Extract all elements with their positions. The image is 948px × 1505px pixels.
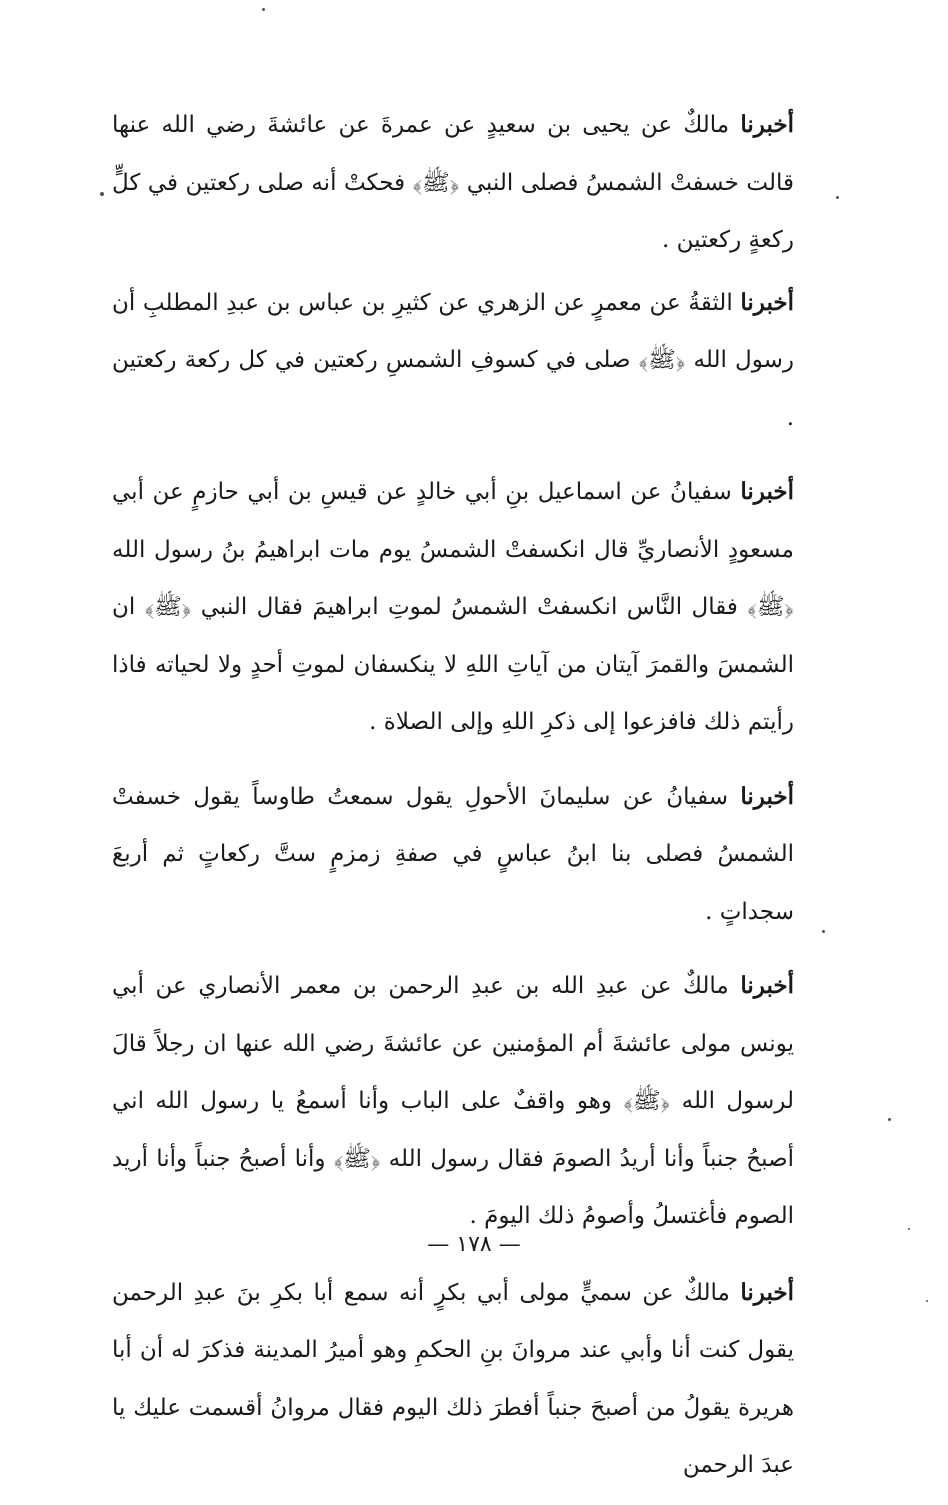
scan-speck [262,8,265,11]
hadith-paragraph-5 [112,957,794,1246]
paragraph-text: مالكٌ عن سميٍّ مولى أبي بكرٍ أنه سمع أبا بكرِ بنَ عبدِ الرحمن يقول كنت أنا وأبي عند مروانَ بنِ الحكمِ وهو أميرُ المدينة فذكرَ له أن أبا هريرة يقولُ من أصبحَ جنباً أفطرَ ذلك اليوم فقال مروانُ أقسمت عليك يا عبدَ الرحمن [112,1279,794,1478]
paragraph-lead: أخبرنا [740,972,794,999]
paragraph-text: مالكٌ عن يحيى بن سعيدٍ عن عمرةَ عن عائشةَ رضي الله عنها قالت خسفتْ الشمسُ فصلى النبي ﴿ﷺ﴾ فحكتْ أنه صلى ركعتين في كلٍّ ركعةٍ ركعتين . [112,112,794,253]
paragraph-text: سفيانُ عن اسماعيل بنِ أبي خالدٍ عن قيسِ بن أبي حازمٍ عن أبي مسعودٍ الأنصاريِّ قال انكسفتْ الشمسُ يوم مات ابراهيمُ بنُ رسول الله ﴿ﷺ﴾ فقال النَّاس انكسفتْ الشمسُ لموتِ ابراهيمَ فقال النبي ﴿ﷺ﴾ ان الشمسَ والقمرَ آيتان من آياتِ اللهِ لا ينكسفان لموتِ أحدٍ ولا لحياته فاذا رأيتم ذلك فافزعوا إلى ذكرِ اللهِ وإلى الصلاة . [112,479,794,735]
paragraph-text: الثقةُ عن معمرٍ عن الزهري عن كثيرِ بن عباس بن عبدِ المطلبِ أن رسول الله ﴿ﷺ﴾ صلى في كسوفِ الشمسِ ركعتين في كل ركعة ركعتين . [112,289,794,431]
hadith-paragraph-6 [112,1264,794,1495]
scan-speck [908,1228,910,1230]
scan-speck [100,192,104,196]
page-number: — ١٧٨ — [427,1232,521,1257]
paragraph-lead: أخبرنا [740,288,794,316]
paragraph-text: سفيانُ عن سليمانَ الأحولِ يقول سمعتُ طاوساً يقول خسفتْ الشمسُ فصلى بنا ابنُ عباسٍ في صفةِ زمزمٍ ستَّ ركعاتٍ ثم أربعَ سجداتٍ . [112,783,794,925]
hadith-paragraph-3 [112,463,794,752]
paragraph-lead: أخبرنا [740,1278,794,1306]
scan-speck [836,196,839,199]
paragraph-lead: أخبرنا [740,782,794,810]
scan-speck [926,1300,928,1302]
body-text [112,96,794,1505]
paragraph-lead: أخبرنا [740,478,794,505]
hadith-paragraph-2 [112,274,794,448]
hadith-paragraph-1 [112,96,794,270]
scan-speck [822,930,825,933]
paragraph-text: مالكٌ عن عبدِ الله بن عبدِ الرحمن بن معمر الأنصاري عن أبي يونس مولى عائشةَ أم المؤمنين عن عائشةَ رضي الله عنها ان رجلاً قالَ لرسول الله ﴿ﷺ﴾ وهو واقفٌ على الباب وأنا أسمعُ يا رسول الله اني أصبحُ جنباً وأنا أريدُ الصومَ فقال رسول الله ﴿ﷺ﴾ وأنا أصبحُ جنباً وأنا أريد الصوم فأغتسلُ وأصومُ ذلك اليومَ . [112,973,794,1229]
paragraph-lead: أخبرنا [740,111,794,138]
hadith-paragraph-4 [112,768,794,942]
scan-speck [888,1118,891,1121]
